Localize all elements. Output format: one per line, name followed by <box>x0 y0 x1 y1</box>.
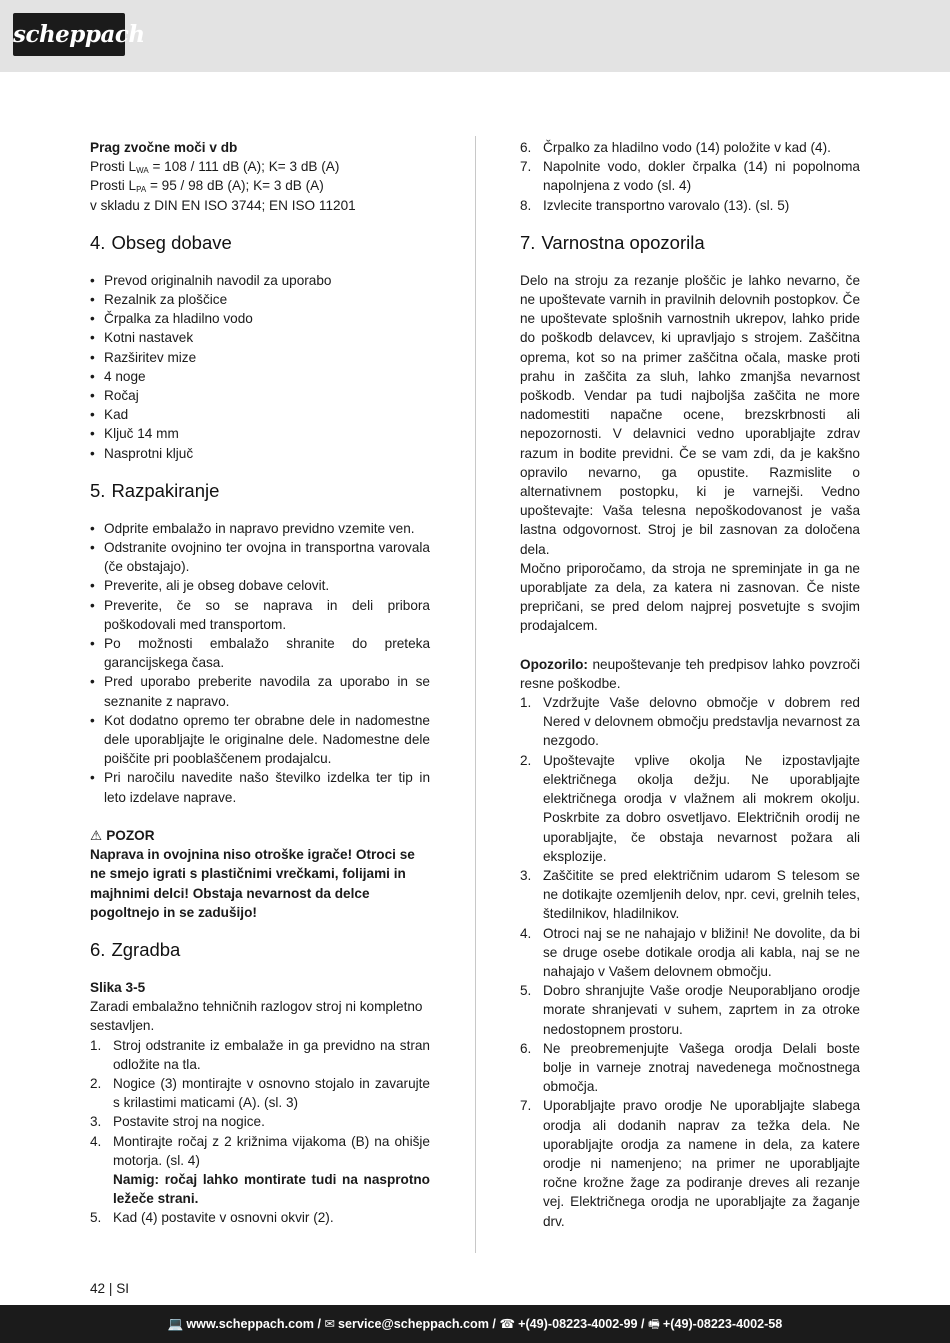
rule-number: 3. <box>520 867 532 883</box>
list-item: • Rezalnik za ploščice <box>90 290 430 309</box>
rule-number: 6. <box>520 1040 532 1056</box>
step-number: 5. <box>90 1210 102 1226</box>
safety-paragraph-1: Delo na stroju za rezanje ploščic je lahko nevarno, če ne upoštevate varnih in pravilnih delovnih postopkov. Če ne upoštevate splošnih varnostnih ukrepov, lahko pride do poškodb delavcev, ki upravljajo s strojem. Zaščitna oprema, kot so na primer zaščitna očala, maske proti prahu in zaščita za sluh, lahko zmanjša nevarnost poškodb. Vendar pa tudi najboljša zaščita ne more nadomestiti napačne ocene, brezskrbnosti ali nepozornosti. V delavnici vedno uporabljajte zdrav razum in bodite previdni. Če se vam zdi, da je kakšno opravilo nevarno, ga opustite. Razmislite o alternativnem postopku, ki je varnejši. Vedno upoštevajte: Vaša telesna nepoškodovanost je vaša lastna odgovornost. Stroj je bil zasnovan za določena dela. <box>520 272 860 557</box>
noise-line-1 <box>90 157 430 176</box>
list-item: • Preverite, če so se naprava in deli pribora poškodovali med transportom. <box>90 596 430 634</box>
page-number: 42 | SI <box>90 1281 130 1296</box>
right-column <box>520 138 860 1231</box>
step-item <box>520 138 860 157</box>
figure-reference: Slika 3-5 <box>90 979 146 995</box>
safety-warning-label: Opozorilo: <box>520 656 588 672</box>
section-5-heading <box>90 479 430 503</box>
section-5-number: 5. <box>90 479 106 501</box>
section-4-title: Obseg dobave <box>111 231 232 253</box>
warning-text: Naprava in ovojnina niso otroške igrače! Otroci se ne smejo igrati s plastičnimi vrečkami, folijami in majhnimi delci! Obstaja nevarnost da delce pogoltnejo in se zadušijo! <box>90 847 415 920</box>
step-number: 1. <box>90 1037 102 1053</box>
list-item: • Črpalka za hladilno vodo <box>90 309 430 328</box>
rule-item <box>520 751 860 866</box>
section-4-heading <box>90 231 430 255</box>
rule-number: 2. <box>520 752 532 768</box>
noise-line-1-post: = 108 / 111 dB (A); K= 3 dB (A) <box>148 159 340 175</box>
step-number: 6. <box>520 140 532 155</box>
list-item: • Nasprotni ključ <box>90 444 430 463</box>
step-number: 7. <box>520 159 532 175</box>
list-item: • Kotni nastavek <box>90 328 430 347</box>
header-bar <box>0 0 950 72</box>
section-6-title: Zgradba <box>111 938 181 960</box>
list-item: • Preverite, ali je obseg dobave celovit. <box>90 576 430 595</box>
noise-line-1-pre: Prosti L <box>90 159 137 175</box>
section-6-heading <box>90 938 430 962</box>
list-item: • Razširitev mize <box>90 348 430 367</box>
rule-text: Dobro shranjujte Vaše orodje Neuporabljano orodje morate shranjevati v suhem, zaprtem in za otroke nedostopnem prostoru. <box>543 983 860 1037</box>
safety-rules <box>520 693 860 1231</box>
rule-item <box>520 866 860 924</box>
column-divider <box>475 136 476 1253</box>
noise-line-2 <box>90 176 430 195</box>
step-text: Črpalko za hladilno vodo (14) položite v kad (4). <box>543 140 831 155</box>
safety-warning-text: neupoštevanje teh predpisov lahko povzroči resne poškodbe. <box>520 656 860 691</box>
list-item: • Kad <box>90 405 430 424</box>
step-item <box>90 1074 430 1112</box>
step-item <box>520 196 860 215</box>
assembly-intro: Zaradi embalažno tehničnih razlogov stroj ni kompletno sestavljen. <box>90 999 423 1034</box>
rule-text: Zaščitite se pred električnim udarom S telesom se ne dotikajte ozemljenih delov, npr. cevi, grelnih teles, štedilnikov, hladilnikov. <box>543 867 860 922</box>
section-7-number: 7. <box>520 231 536 253</box>
step-text: Napolnite vodo, dokler črpalka (14) ni popolnoma napolnjena z vodo (sl. 4) <box>543 159 860 194</box>
noise-line-3: v skladu z DIN EN ISO 3744; EN ISO 11201 <box>90 197 356 213</box>
rule-number: 5. <box>520 983 532 999</box>
step-text: Stroj odstranite iz embalaže in ga previdno na stran odložite na tla. <box>113 1037 430 1072</box>
section-4-number: 4. <box>90 231 106 253</box>
step-text: Izvlecite transportno varovalo (13). (sl. 5) <box>543 197 790 213</box>
noise-line-1-sub: WA <box>136 166 149 176</box>
noise-title: Prag zvočne moči v db <box>90 140 238 155</box>
step-item <box>520 157 860 195</box>
rule-text: Upoštevajte vplive okolja Ne izpostavljajte električnega okolja dežju. Ne uporabljajte električnega orodja v vlažnem ali mokrem okolju. Poskrbite za dobro osvetljavo. Električnih orodij ne uporabljajte, če obstaja nevarnost požara ali eksplozije. <box>543 752 860 864</box>
safety-paragraph-2: Močno priporočamo, da stroja ne spreminjate in ga ne uporabljate za dela, za katera ni zasnovan. Če niste prepričani, se pred delom najprej posvetujte s svojim prodajalcem. <box>520 560 860 634</box>
safety-warning <box>520 655 860 693</box>
email-link[interactable]: service@scheppach.com <box>338 1317 489 1331</box>
step-item <box>90 1112 430 1131</box>
step-text: Kad (4) postavite v osnovni okvir (2). <box>113 1210 334 1226</box>
noise-line-2-post: = 95 / 98 dB (A); K= 3 dB (A) <box>146 178 324 194</box>
step-text: Montirajte ročaj z 2 križnima vijakoma (B) na ohišje motorja. (sl. 4) <box>113 1133 430 1168</box>
rule-text: Ne preobremenjujte Vašega orodja Delali boste bolje in varneje znotraj navedenega močnostnega območja. <box>543 1040 860 1095</box>
noise-line-2-sub: PA <box>136 185 147 195</box>
rule-item <box>520 693 860 751</box>
left-column <box>90 138 430 1228</box>
list-item: • Pri naročilu navedite našo številko izdelka ter tip in leto izdelave naprave. <box>90 768 430 806</box>
page-language: SI <box>116 1281 130 1296</box>
fax-icon: 🖷 <box>648 1317 660 1331</box>
footer-separator: / <box>313 1317 325 1331</box>
list-item: • Kot dodatno opremo ter obrabne dele in nadomestne dele uporabljajte le originalne dele. Nadomestne dele poiščite pri pooblaščenem prodajalcu. <box>90 711 430 769</box>
section-7-title: Varnostna opozorila <box>541 231 705 253</box>
list-item: • Ključ 14 mm <box>90 424 430 443</box>
unpacking-list <box>90 519 430 807</box>
rule-number: 1. <box>520 695 532 711</box>
warning-triangle-icon: ⚠ <box>90 827 103 843</box>
warning-block <box>90 826 430 922</box>
rule-text: Vzdržujte Vaše delovno območje v dobrem red Nered v delovnem območju predstavlja nevarnost za nezgodo. <box>543 695 860 749</box>
delivery-list <box>90 271 430 463</box>
step-text: Postavite stroj na nogice. <box>113 1114 265 1130</box>
rule-number: 7. <box>520 1098 532 1114</box>
step-item <box>90 1208 430 1227</box>
rule-text: Uporabljajte pravo orodje Ne uporabljajte slabega orodja ali dodanih naprav za težka dela. Ne uporabljajte orodja za namene in dela, za katere orodje ni namenjeno; na primer ne uporabljajte ročne krožne žage za podiranje dreves ali rezanje vej. Električnega orodja ne uporabljajte za žaganje drv. <box>543 1098 860 1229</box>
assembly-steps-continued <box>520 138 860 215</box>
step-note: Namig: ročaj lahko montirate tudi na nasprotno ležeče strani. <box>113 1171 430 1207</box>
fax-number: +(49)-08223-4002-58 <box>662 1317 783 1331</box>
rule-item <box>520 1039 860 1097</box>
mail-icon: ✉ <box>324 1317 336 1331</box>
phone-number: +(49)-08223-4002-99 <box>518 1317 638 1331</box>
computer-icon: 💻 <box>167 1317 184 1331</box>
warning-label: POZOR <box>106 827 155 843</box>
list-item: • Pred uporabo preberite navodila za uporabo in se seznanite z napravo. <box>90 672 430 710</box>
rule-item <box>520 924 860 982</box>
section-5-title: Razpakiranje <box>111 479 220 501</box>
noise-block <box>90 138 430 215</box>
list-item: • Odprite embalažo in napravo previdno vzemite ven. <box>90 519 430 538</box>
footer-separator: / <box>488 1317 500 1331</box>
list-item: • Ročaj <box>90 386 430 405</box>
scheppach-logo: scheppach <box>13 13 125 56</box>
rule-item <box>520 981 860 1039</box>
step-item <box>90 1036 430 1074</box>
list-item: • 4 noge <box>90 367 430 386</box>
list-item: • Po možnosti embalažo shranite do preteka garancijskega časa. <box>90 634 430 672</box>
list-item: • Prevod originalnih navodil za uporabo <box>90 271 430 290</box>
rule-item <box>520 1096 860 1230</box>
footer-separator: / <box>637 1317 649 1331</box>
list-item: • Odstranite ovojnino ter ovojna in transportna varovala (če obstajajo). <box>90 538 430 576</box>
assembly-steps <box>90 1036 430 1228</box>
rule-text: Otroci naj se ne nahajajo v bližini! Ne dovolite, da bi se druge osebe dotikale orodja ali kabla, naj se ne nahajajo v Vašem delovnem območju. <box>543 925 860 979</box>
website-link[interactable]: www.scheppach.com <box>186 1317 314 1331</box>
footer-bar <box>0 1305 950 1343</box>
section-6-number: 6. <box>90 938 106 960</box>
step-item <box>90 1132 430 1209</box>
step-number: 2. <box>90 1075 102 1091</box>
phone-icon: ☎ <box>499 1317 516 1331</box>
section-7-heading <box>520 231 860 255</box>
step-number: 3. <box>90 1114 102 1130</box>
noise-line-2-pre: Prosti L <box>90 178 137 194</box>
warning-heading <box>90 826 430 845</box>
step-number: 4. <box>90 1133 102 1149</box>
page-number-value: 42 <box>90 1281 106 1296</box>
step-number: 8. <box>520 197 532 213</box>
rule-number: 4. <box>520 925 532 941</box>
step-text: Nogice (3) montirajte v osnovno stojalo in zavarujte s krilastimi maticami (A). (sl. 3) <box>113 1075 430 1111</box>
